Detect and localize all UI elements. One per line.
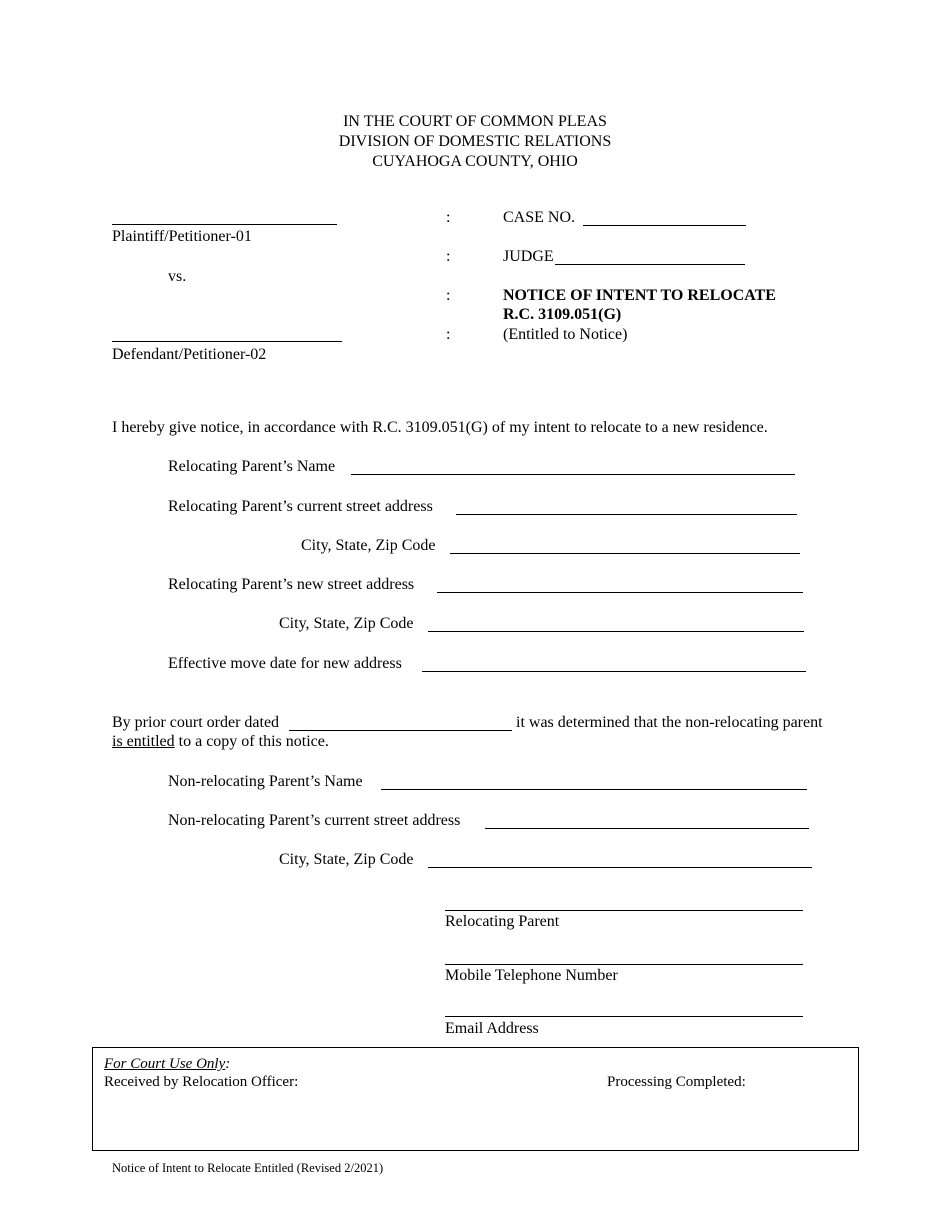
- court-county: CUYAHOGA COUNTY, OHIO: [372, 153, 578, 170]
- non-relocating-address-label: Non-relocating Parent’s current street address: [168, 812, 461, 829]
- form-revision-footer: Notice of Intent to Relocate Entitled (Revised 2/2021): [112, 1161, 384, 1175]
- prior-order-date-field[interactable]: [289, 730, 512, 731]
- non-relocating-name-field[interactable]: [381, 789, 807, 790]
- relocating-name-field[interactable]: [351, 474, 795, 475]
- judge-field[interactable]: [555, 264, 745, 265]
- court-use-title: For Court Use Only:: [104, 1056, 231, 1072]
- defendant-name-line[interactable]: [112, 341, 342, 342]
- prior-order-rest: to a copy of this notice.: [178, 733, 329, 750]
- caption-colon-1: :: [446, 209, 451, 226]
- plaintiff-label: Plaintiff/Petitioner-01: [112, 228, 252, 245]
- prior-order-prefix: By prior court order dated: [112, 714, 280, 731]
- non-relocating-city-field[interactable]: [428, 867, 812, 868]
- non-relocating-name-label: Non-relocating Parent’s Name: [168, 773, 363, 790]
- received-by-label: Received by Relocation Officer:: [104, 1074, 299, 1090]
- relocating-current-city-field[interactable]: [450, 553, 800, 554]
- case-no-label: CASE NO.: [503, 209, 576, 226]
- relocating-current-city-label: City, State, Zip Code: [301, 537, 436, 554]
- judge-label: JUDGE: [503, 248, 554, 265]
- statute-reference: R.C. 3109.051(G): [503, 306, 622, 323]
- relocating-parent-label: Relocating Parent: [445, 913, 560, 930]
- move-date-field[interactable]: [422, 671, 806, 672]
- relocating-new-city-label: City, State, Zip Code: [279, 615, 414, 632]
- email-label: Email Address: [445, 1020, 539, 1037]
- caption-colon-3: :: [446, 287, 451, 304]
- notice-title: NOTICE OF INTENT TO RELOCATE: [503, 287, 776, 304]
- plaintiff-name-line[interactable]: [112, 224, 337, 225]
- intro-paragraph: I hereby give notice, in accordance with R.C. 3109.051(G) of my intent to relocate to a new residence.: [112, 419, 768, 436]
- processing-completed-label: Processing Completed:: [607, 1074, 746, 1090]
- caption-colon-4: :: [446, 326, 451, 343]
- move-date-label: Effective move date for new address: [168, 655, 402, 672]
- case-no-field[interactable]: [583, 225, 746, 226]
- non-relocating-address-field[interactable]: [485, 828, 809, 829]
- caption-colon-2: :: [446, 248, 451, 265]
- email-line[interactable]: [445, 1016, 803, 1017]
- court-division: DIVISION OF DOMESTIC RELATIONS: [338, 133, 612, 150]
- mobile-phone-line[interactable]: [445, 964, 803, 965]
- relocating-current-address-field[interactable]: [456, 514, 797, 515]
- court-name: IN THE COURT OF COMMON PLEAS: [343, 113, 607, 130]
- relocating-new-address-label: Relocating Parent’s new street address: [168, 576, 415, 593]
- relocating-current-address-label: Relocating Parent’s current street address: [168, 498, 433, 515]
- prior-order-suffix: it was determined that the non-relocating parent: [516, 714, 823, 731]
- non-relocating-city-label: City, State, Zip Code: [279, 851, 414, 868]
- relocating-parent-signature-line[interactable]: [445, 910, 803, 911]
- defendant-label: Defendant/Petitioner-02: [112, 346, 267, 363]
- entitled-to-notice: (Entitled to Notice): [503, 326, 628, 343]
- prior-order-continuation: [112, 732, 329, 752]
- relocating-new-address-field[interactable]: [437, 592, 803, 593]
- is-entitled-text: is entitled: [112, 733, 175, 750]
- court-use-box: [92, 1047, 859, 1151]
- mobile-phone-label: Mobile Telephone Number: [445, 967, 618, 984]
- relocating-new-city-field[interactable]: [428, 631, 804, 632]
- vs-label: vs.: [168, 268, 187, 285]
- relocating-name-label: Relocating Parent’s Name: [168, 458, 336, 475]
